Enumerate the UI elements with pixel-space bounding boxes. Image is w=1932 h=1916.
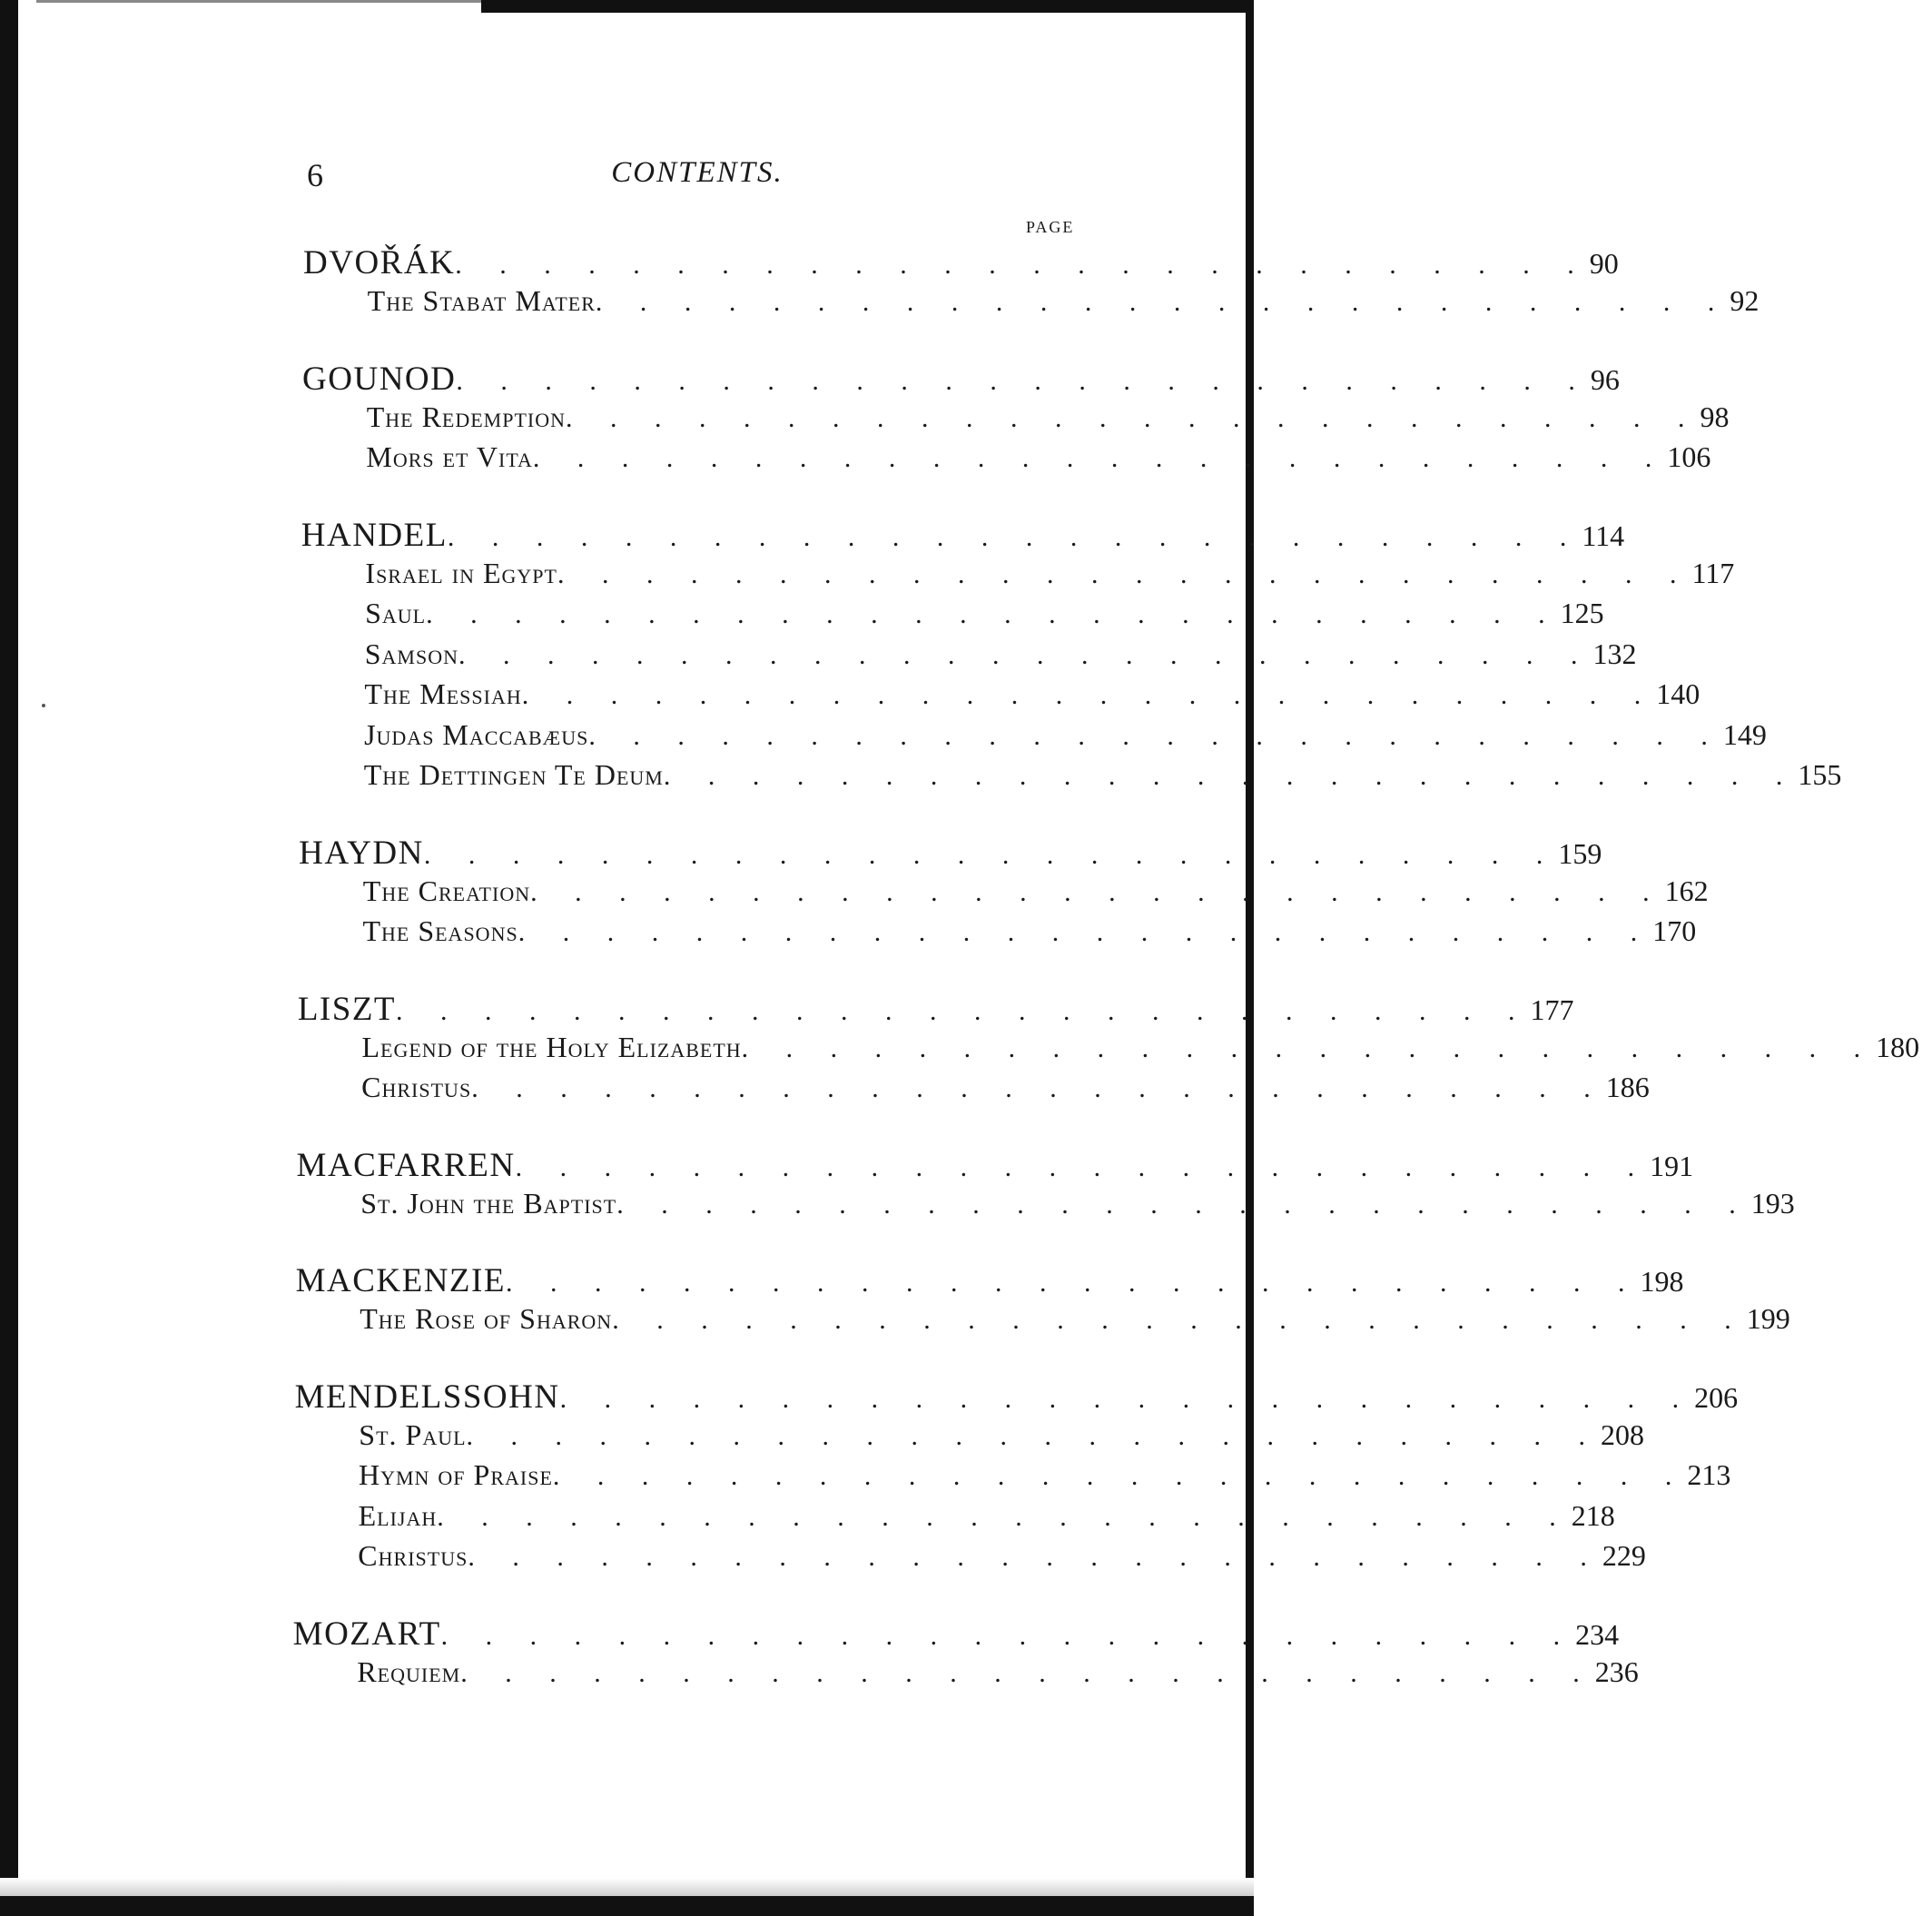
page-ref: 186 xyxy=(1605,1071,1650,1103)
toc-work-entry xyxy=(358,1539,1646,1575)
work-title: Christus xyxy=(358,1539,468,1572)
work-title: The Seasons xyxy=(362,914,518,947)
page-ref: 98 xyxy=(1700,400,1730,433)
dot-leader: . . . . . . . . . . . . . . . . . . . . . . . . . . xyxy=(466,1420,1602,1451)
toc-composer-entry xyxy=(292,1615,1620,1653)
page-ref: 198 xyxy=(1640,1265,1684,1298)
dot-leader: . . . . . . . . . . . . . . . . . . . . . . . . . . xyxy=(532,443,1668,473)
toc-composer-entry xyxy=(301,516,1625,554)
page-number: 6 xyxy=(307,157,323,193)
page-ref: 206 xyxy=(1694,1380,1739,1414)
toc-composer-entry xyxy=(303,243,1619,281)
dot-leader: . . . . . . . . . . . . . . . . . . . . . . . . . . xyxy=(396,995,1531,1026)
toc-work-entry xyxy=(364,677,1700,714)
dot-leader: . . . . . . . . . . . . . . . . . . . . . . . . . . xyxy=(557,558,1692,589)
work-title: Elijah xyxy=(358,1498,438,1532)
dot-leader: . . . . . . . . . . . . . . . . . . . . . . . . . . xyxy=(460,1657,1595,1688)
toc-work-entry xyxy=(364,637,1637,674)
dot-leader: . . . . . . . . . . . . . . . . . . . . . . . . . . xyxy=(518,917,1653,947)
toc-work-entry xyxy=(358,1458,1731,1495)
composer-name: MOZART xyxy=(292,1615,441,1653)
toc-work-entry xyxy=(361,1030,1920,1067)
dot-leader: . . . . . . . . . . . . . . . . . . . . . . . . . . xyxy=(447,521,1582,552)
dot-leader: . . . . . . . . . . . . . . . . . . . . . . . . . . xyxy=(426,599,1561,629)
work-title: The Messiah xyxy=(364,677,522,710)
page-ref: 236 xyxy=(1594,1654,1639,1688)
dot-leader: . . . . . . . . . . . . . . . . . . . . . . . . . . xyxy=(530,876,1665,907)
dot-leader: . . . . . . . . . . . . . . . . . . . . . . . . . . xyxy=(552,1461,1688,1491)
scan-edge-bottom xyxy=(0,1896,1254,1916)
page-ref: 193 xyxy=(1750,1186,1795,1220)
page-ref: 218 xyxy=(1571,1498,1615,1532)
toc-composer-entry xyxy=(302,360,1620,398)
composer-name: LISZT xyxy=(297,990,397,1028)
page-ref: 117 xyxy=(1691,556,1735,589)
page-ref: 191 xyxy=(1650,1149,1694,1182)
toc-work-entry xyxy=(364,717,1767,755)
scan-speck xyxy=(42,704,45,707)
composer-name: GOUNOD xyxy=(302,360,457,398)
page-ref: 114 xyxy=(1582,519,1625,552)
composer-name: MACFARREN xyxy=(296,1146,516,1184)
work-title: Judas Maccabæus xyxy=(364,717,589,751)
dot-leader: . . . . . . . . . . . . . . . . . . . . . . . . . . xyxy=(612,1305,1747,1335)
toc-work-entry xyxy=(362,874,1709,911)
dot-leader: . . . . . . . . . . . . . . . . . . . . . . . . . . xyxy=(471,1073,1606,1103)
page-ref: 149 xyxy=(1722,717,1767,751)
toc-work-entry xyxy=(363,758,1842,795)
work-title: Hymn of Praise xyxy=(358,1458,553,1491)
toc-composer-entry xyxy=(296,1146,1694,1184)
page-ref: 90 xyxy=(1589,247,1619,280)
toc-work-entry xyxy=(360,1186,1795,1223)
work-title: Israel in Egypt xyxy=(365,556,557,589)
page-ref: 213 xyxy=(1687,1458,1731,1491)
page-column-label: PAGE xyxy=(1026,218,1075,236)
dot-leader: . . . . . . . . . . . . . . . . . . . . . . . . . . xyxy=(515,1151,1651,1182)
dot-leader: . . . . . . . . . . . . . . . . . . . . . . . . . . xyxy=(505,1268,1641,1298)
page-ref: 180 xyxy=(1876,1030,1920,1063)
dot-leader: . . . . . . . . . . . . . . . . . . . . . . . . . . xyxy=(455,250,1590,280)
composer-name: DVOŘÁK xyxy=(303,244,456,281)
dot-leader: . . . . . . . . . . . . . . . . . . . . . . . . . . xyxy=(437,1501,1572,1532)
running-title: CONTENTS. xyxy=(611,156,784,189)
dot-leader: . . . . . . . . . . . . . . . . . . . . . . . . . . xyxy=(663,761,1799,791)
composer-name: HANDEL xyxy=(301,516,448,554)
page-ref: 162 xyxy=(1664,874,1709,907)
work-title: Mors et Vita xyxy=(366,440,533,473)
dot-leader: . . . . . . . . . . . . . . . . . . . . . . . . . . xyxy=(458,639,1593,670)
toc-work-entry xyxy=(361,1071,1650,1107)
page-ref: 96 xyxy=(1590,362,1620,396)
dot-leader: . . . . . . . . . . . . . . . . . . . . . . . . . . xyxy=(566,402,1700,433)
running-header xyxy=(307,156,1088,202)
work-title: St. Paul xyxy=(359,1417,467,1451)
page-ref: 106 xyxy=(1667,440,1711,473)
toc-work-entry xyxy=(362,914,1697,951)
scan-edge-top-thin xyxy=(36,0,481,3)
composer-name: MENDELSSOHN xyxy=(294,1378,560,1416)
page-ref: 125 xyxy=(1560,597,1604,629)
dot-leader: . . . . . . . . . . . . . . . . . . . . . . . . . . xyxy=(521,680,1657,710)
toc-work-entry xyxy=(367,284,1760,321)
work-title: Legend of the Holy Elizabeth xyxy=(361,1030,742,1063)
toc-work-entry xyxy=(357,1654,1639,1692)
page-ref: 199 xyxy=(1746,1302,1790,1335)
dot-leader: . . . . . . . . . . . . . . . . . . . . . . . . . . xyxy=(468,1542,1602,1572)
work-title: Saul xyxy=(365,597,427,629)
toc-composer-entry xyxy=(294,1378,1739,1416)
dot-leader: . . . . . . . . . . . . . . . . . . . . . . . . . . xyxy=(423,839,1559,870)
page-ref: 140 xyxy=(1656,677,1700,710)
scan-edge-top xyxy=(481,0,1254,13)
dot-leader: . . . . . . . . . . . . . . . . . . . . . . . . . . xyxy=(456,365,1591,396)
work-title: Requiem xyxy=(357,1654,461,1688)
page-ref: 159 xyxy=(1558,836,1602,870)
page-ref: 170 xyxy=(1652,914,1697,947)
page-ref: 208 xyxy=(1601,1417,1645,1451)
dot-leader: . . . . . . . . . . . . . . . . . . . . . . . . . . xyxy=(440,1620,1576,1651)
work-title: The Rose of Sharon xyxy=(360,1302,613,1335)
toc-work-entry xyxy=(365,597,1604,633)
work-title: Samson xyxy=(364,637,458,670)
toc-work-entry xyxy=(360,1302,1790,1338)
toc-work-entry xyxy=(366,440,1711,477)
scan-edge-left xyxy=(0,0,18,1916)
toc-work-entry xyxy=(359,1417,1645,1455)
page-ref: 132 xyxy=(1592,637,1637,670)
work-title: The Stabat Mater xyxy=(367,284,596,317)
composer-name: MACKENZIE xyxy=(295,1262,506,1299)
page-ref: 155 xyxy=(1798,758,1842,791)
page-ref: 229 xyxy=(1602,1539,1646,1572)
toc-work-entry xyxy=(358,1498,1615,1536)
dot-leader: . . . . . . . . . . . . . . . . . . . . . . . . . . xyxy=(616,1189,1751,1220)
toc-work-entry xyxy=(365,556,1735,593)
work-title: Christus xyxy=(361,1071,472,1103)
toc-work-entry xyxy=(366,400,1730,437)
page-ref: 92 xyxy=(1730,284,1760,317)
page-ref: 177 xyxy=(1530,993,1574,1026)
toc-composer-entry xyxy=(295,1261,1684,1299)
work-title: The Dettingen Te Deum xyxy=(363,758,664,791)
dot-leader: . . . . . . . . . . . . . . . . . . . . . . . . . . xyxy=(595,287,1730,317)
composer-name: HAYDN xyxy=(299,834,424,872)
work-title: St. John the Baptist xyxy=(360,1186,617,1220)
work-title: The Redemption xyxy=(366,400,567,433)
dot-leader: . . . . . . . . . . . . . . . . . . . . . . . . . . xyxy=(741,1032,1877,1063)
dot-leader: . . . . . . . . . . . . . . . . . . . . . . . . . . xyxy=(559,1383,1695,1414)
page-ref: 234 xyxy=(1575,1617,1620,1651)
scan-shadow-bottom xyxy=(0,1878,1254,1896)
dot-leader: . . . . . . . . . . . . . . . . . . . . . . . . . . xyxy=(588,720,1723,751)
toc-composer-entry xyxy=(299,834,1602,872)
work-title: The Creation xyxy=(362,874,531,907)
toc-composer-entry xyxy=(297,990,1574,1028)
